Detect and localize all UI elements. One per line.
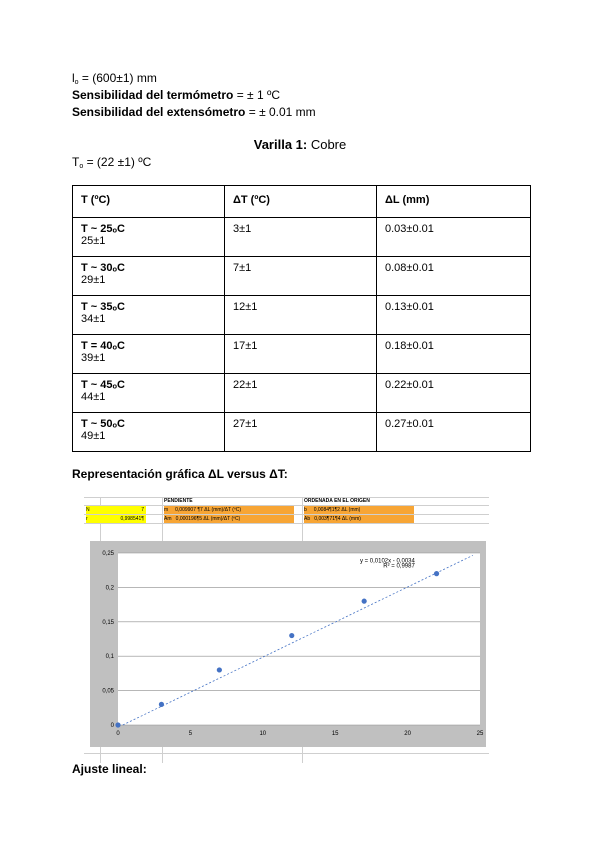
- b-value: 0,0084¶1¶2 ΔL (mm): [313, 507, 361, 513]
- ab-label: Ab: [304, 516, 311, 522]
- cell-t: [73, 257, 225, 296]
- t0-line: [72, 155, 151, 170]
- r-value: 0,998541¶: [120, 516, 144, 522]
- y-tick-label: 0,25: [102, 551, 114, 557]
- n-label: N: [86, 507, 90, 513]
- data-point: [115, 722, 120, 727]
- r-cell: [86, 515, 146, 523]
- thermo-label: Sensibilidad del termómetro: [72, 88, 234, 102]
- l0-subscript: o: [74, 79, 79, 86]
- b-label: b: [304, 507, 307, 513]
- table-row: [73, 335, 531, 374]
- grid-line: [84, 523, 489, 524]
- ab-cell: [304, 515, 414, 523]
- extenso-line: [72, 104, 316, 121]
- y-tick-label: 0,15: [102, 619, 114, 626]
- cell-dt: 17±1: [225, 335, 377, 374]
- t0-value: = (22 ±1) ºC: [83, 155, 152, 169]
- table-row: [73, 374, 531, 413]
- grid-line: [84, 497, 489, 498]
- cell-t: [73, 374, 225, 413]
- table-row: [73, 218, 531, 257]
- y-tick-label: 0,05: [102, 688, 114, 695]
- am-cell: [164, 515, 294, 523]
- row-label: T ~ 35ₒC: [81, 301, 125, 313]
- m-label: m: [164, 507, 169, 513]
- header-dl: ΔL (mm): [377, 186, 531, 218]
- row-label: T ~ 45ₒC: [81, 379, 125, 391]
- title-bold: Varilla 1:: [253, 137, 308, 152]
- ab-value: 0,003¶71¶4 ΔL (mm): [314, 516, 361, 522]
- m-value: 0,009907 ¶7 ΔL (mm)/ΔT (ºC): [175, 507, 242, 513]
- cell-dl: 0.22±0.01: [377, 374, 531, 413]
- n-value: 7: [141, 507, 144, 513]
- plot-area: [118, 553, 480, 725]
- cell-t: [73, 413, 225, 452]
- row-label: T ~ 50ₒC: [81, 418, 125, 430]
- n-cell: [86, 506, 146, 514]
- section-title: [0, 137, 600, 152]
- trendline-r2: R² = 0,9987: [383, 563, 415, 570]
- graph-caption: Representación gráfica ΔL versus ΔT:: [72, 467, 288, 481]
- table-row: [73, 296, 531, 335]
- row-label: T ~ 30ₒC: [81, 262, 125, 274]
- cell-dt: 3±1: [225, 218, 377, 257]
- cell-dt: 22±1: [225, 374, 377, 413]
- am-value: 0,000196¶5 ΔL (mm)/ΔT (ºC): [175, 516, 241, 522]
- x-tick-label: 0: [116, 731, 120, 737]
- row-t: 25±1: [81, 235, 106, 247]
- row-label: T = 40ₒC: [81, 340, 125, 352]
- row-t: 34±1: [81, 313, 106, 325]
- table-row: [73, 257, 531, 296]
- header-t: T (ºC): [73, 186, 225, 218]
- spreadsheet-image: [84, 497, 489, 763]
- cell-dl: 0.08±0.01: [377, 257, 531, 296]
- y-tick-label: 0,2: [105, 585, 114, 592]
- t0-symbol: T: [72, 155, 80, 169]
- y-tick-label: 0,1: [105, 654, 114, 661]
- ordenada-label: ORDENADA EN EL ORIGEN: [304, 498, 370, 504]
- cell-dt: 7±1: [225, 257, 377, 296]
- row-t: 49±1: [81, 430, 106, 442]
- extenso-label: Sensibilidad del extensómetro: [72, 105, 246, 119]
- data-point: [434, 571, 439, 576]
- cell-t: [73, 218, 225, 257]
- cell-dl: 0.13±0.01: [377, 296, 531, 335]
- fit-caption: Ajuste lineal:: [72, 762, 147, 776]
- am-label: Am: [164, 516, 172, 522]
- table-header-row: [73, 186, 531, 218]
- x-tick-label: 5: [188, 731, 193, 737]
- title-rest: Cobre: [307, 137, 347, 152]
- thermo-line: [72, 87, 280, 104]
- x-tick-label: 20: [404, 731, 411, 737]
- data-point: [217, 667, 222, 672]
- cell-dl: 0.18±0.01: [377, 335, 531, 374]
- pendiente-label: PENDIENTE: [164, 498, 193, 504]
- trendline-equation: y = 0,0102x - 0,0034: [359, 558, 415, 565]
- row-t: 44±1: [81, 391, 106, 403]
- x-tick-label: 25: [476, 731, 484, 737]
- cell-t: [73, 296, 225, 335]
- m-cell: [164, 506, 294, 514]
- l0-value: = (600±1) mm: [78, 71, 157, 85]
- l0-symbol: l: [72, 71, 75, 85]
- cell-dl: 0.03±0.01: [377, 218, 531, 257]
- x-tick-label: 15: [331, 731, 339, 737]
- y-tick-label: 0: [110, 723, 114, 729]
- cell-dl: 0.27±0.01: [377, 413, 531, 452]
- extenso-value: = ± 0.01 mm: [245, 105, 316, 119]
- row-t: 39±1: [81, 352, 106, 364]
- cell-t: [73, 335, 225, 374]
- row-label: T ~ 25ₒC: [81, 223, 125, 235]
- header-dt: ΔT (ºC): [225, 186, 377, 218]
- thermo-value: = ± 1 ºC: [233, 88, 281, 102]
- scatter-chart: [90, 541, 486, 747]
- cell-dt: 12±1: [225, 296, 377, 335]
- cell-dt: 27±1: [225, 413, 377, 452]
- t0-subscript: o: [79, 163, 84, 170]
- measurement-table: [72, 185, 531, 452]
- r-label: r: [86, 516, 88, 522]
- data-point: [362, 599, 367, 604]
- table-row: [73, 413, 531, 452]
- x-tick-label: 10: [259, 731, 267, 737]
- row-t: 29±1: [81, 274, 106, 286]
- data-point: [159, 702, 164, 707]
- grid-line: [84, 753, 489, 754]
- data-point: [289, 633, 294, 638]
- b-cell: [304, 506, 414, 514]
